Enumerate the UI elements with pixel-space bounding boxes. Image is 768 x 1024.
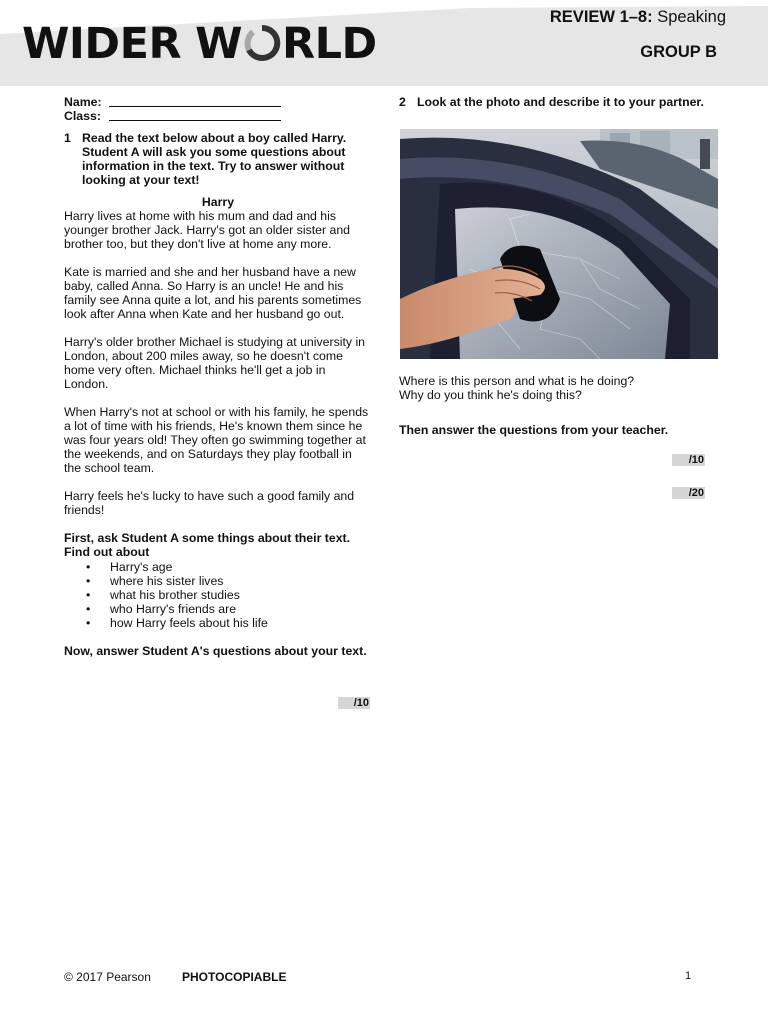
class-input-line[interactable] (109, 109, 281, 121)
left-column (64, 95, 372, 658)
review-suffix: Speaking (657, 8, 726, 26)
logo-text-wider: WIDER (22, 19, 182, 69)
story-paragraph: Harry feels he's lucky to have such a good family and friends! (64, 489, 355, 517)
wider-world-logo (22, 16, 377, 72)
class-field (64, 109, 372, 123)
right-column (399, 95, 719, 109)
task2-heading (399, 95, 719, 109)
logo-text-rld: RLD (282, 19, 377, 69)
name-field (64, 95, 372, 109)
class-label: Class: (64, 109, 101, 123)
story-paragraph: Harry lives at home with his mum and dad and his younger brother Jack. Harry's got an older sister and brother too, but they don't live at home any more. (64, 209, 350, 251)
task1-heading (64, 131, 372, 187)
answer-instruction: Now, answer Student A's questions about your text. (64, 644, 367, 658)
task2-score-box[interactable]: /10 (672, 454, 705, 466)
list-item: • what his brother studies (64, 588, 372, 602)
task2-number: 2 (399, 95, 406, 109)
group-label: GROUP B (640, 43, 717, 61)
task1-instructions: Read the text below about a boy called Harry. Student A will ask you some questions about information in the text. Try to answer without looking at your text! (82, 131, 347, 187)
story-title: Harry (201, 195, 235, 209)
ask-list (64, 560, 372, 630)
list-item: • who Harry's friends are (64, 602, 372, 616)
task2-instructions: Look at the photo and describe it to your partner. (417, 95, 704, 109)
story-paragraph: Harry's older brother Michael is studying at university in London, about 200 miles away, so he doesn't come home very often. Michael thinks he'll get a job in London. (64, 335, 366, 391)
photo-question-1: Where is this person and what is he doing? (399, 374, 635, 388)
copyright-text: © 2017 Pearson (64, 970, 151, 984)
then-instruction: Then answer the questions from your teacher. (399, 423, 669, 437)
task1-number: 1 (64, 131, 71, 145)
logo-ring-icon (243, 24, 281, 62)
review-prefix: REVIEW 1–8: (549, 8, 653, 26)
list-item: • where his sister lives (64, 574, 372, 588)
page-title (550, 8, 726, 27)
photo-question-2: Why do you think he's doing this? (399, 388, 582, 402)
story-paragraph: When Harry's not at school or with his family, he spends a lot of time with his friends, He's known them since he was four years old! They often go swimming together at the weekends, and on Saturdays they play football in the school team. (64, 405, 369, 475)
total-score-box[interactable]: /20 (672, 487, 705, 499)
list-item: • how Harry feels about his life (64, 616, 372, 630)
car-window-photo (400, 129, 718, 359)
name-input-line[interactable] (109, 95, 281, 107)
name-label: Name: (64, 95, 102, 109)
task1-score-box[interactable]: /10 (338, 697, 370, 709)
photo-questions (399, 374, 719, 402)
photocopiable-label: PHOTOCOPIABLE (182, 970, 287, 984)
list-item: • Harry's age (64, 560, 372, 574)
ask-heading: First, ask Student A some things about their text. Find out about (64, 531, 351, 559)
logo-text-w: W (195, 19, 243, 69)
page-number: 1 (685, 970, 692, 982)
car-break-in-image (400, 129, 718, 359)
story-paragraph: Kate is married and she and her husband have a new baby, called Anna. So Harry is an uncle! He and his family see Anna quite a lot, and his parents sometimes look after Anna when Kate and her husband go out. (64, 265, 362, 321)
